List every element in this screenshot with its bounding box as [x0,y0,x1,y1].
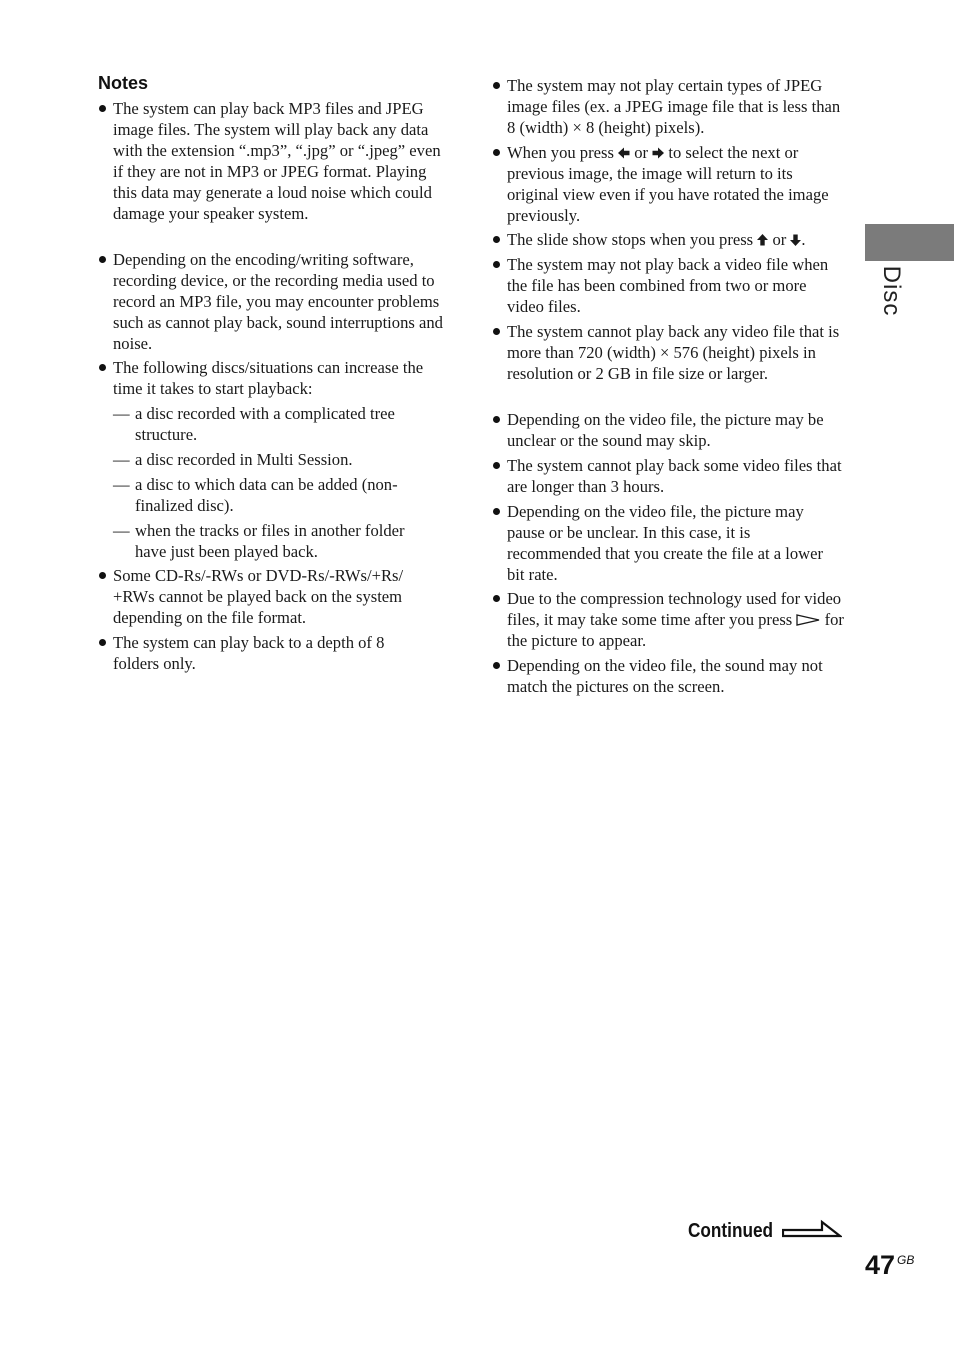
note-item: The system cannot play back some video files that are longer than 3 hours. [492,455,847,497]
sub-list-item: — a disc to which data can be added (non-finalized disc). [113,475,398,515]
left-arrow-icon [618,147,630,159]
note-item: The slide show stops when you press or . [492,229,852,250]
page-suffix: GB [897,1253,915,1267]
bullet-icon [493,595,500,602]
notes-heading: Notes [98,73,149,93]
bullet-icon [493,416,500,423]
note-item: Depending on the video file, the picture may pause or be unclear. In this case, it is recommended that you create the file at a lower bit rate. [492,501,829,585]
note-item: The system may not play certain types of JPEG image files (ex. a JPEG image file that is less than 8 (width) × 8 (height) pixels). [492,75,844,138]
play-icon [796,614,820,626]
note-item: The system may not play back a video file when the file has been combined from two or more video files. [492,254,844,317]
up-arrow-icon [757,234,768,246]
dash-marker: — [113,475,130,494]
chapter-label: Disc [878,265,905,317]
right-arrow-icon [652,147,664,159]
bullet-icon [493,82,500,89]
down-arrow-icon [790,234,801,246]
dash-marker: — [113,521,130,540]
dash-marker: — [113,450,130,469]
note-item: The system cannot play back any video file that is more than 720 (width) × 576 (height) pixels in resolution or 2 GB in file size or larger. [492,321,844,384]
note-item: Due to the compression technology used for video files, it may take some time after you press for the picture to appear. [492,588,844,651]
bullet-icon [493,149,500,156]
note-item: The system can play back MP3 files and JPEG image files. The system will play back any data with the extension “.mp3”, “.jpg” or “.jpeg” even if they are not in MP3 or JPEG format. Playing this data may generate a loud noise which could damage your speaker system. [98,98,448,224]
bullet-icon [99,364,106,371]
bullet-icon [493,462,500,469]
bullet-icon [493,508,500,515]
note-item: Some CD-Rs/-RWs or DVD-Rs/-RWs/+Rs/ +RWs cannot be played back on the system depending on the file format. [98,565,448,628]
sub-list-item: — when the tracks or files in another folder have just been played back. [113,521,405,561]
bullet-icon [99,256,106,263]
continued-arrow-icon [782,1219,842,1241]
sub-list-item: — a disc recorded with a complicated tree structure. [113,404,395,444]
dash-marker: — [113,404,130,423]
bullet-icon [493,261,500,268]
bullet-icon [99,572,106,579]
bullet-icon [493,662,500,669]
note-item: Depending on the video file, the picture may be unclear or the sound may skip. [492,409,844,451]
continued-label: Continued [688,1220,774,1242]
sub-list-item: — a disc recorded in Multi Session. [113,450,353,469]
note-item: Depending on the encoding/writing software, recording device, or the recording media used to record an MP3 file, you may encounter problems such as cannot play back, sound interruptions and noise. [98,249,448,354]
bullet-icon [99,105,106,112]
note-item: Depending on the video file, the sound may not match the pictures on the screen. [492,655,844,697]
note-item: The system can play back to a depth of 8 folders only. [98,632,413,674]
page-number: 47 [865,1250,896,1280]
bullet-icon [493,236,500,243]
bullet-icon [493,328,500,335]
note-item: When you press or to select the next or previous image, the image will return to its original view even if you have rotated the image previously. [492,142,844,226]
note-item: The following discs/situations can increase the time it takes to start playback: [98,357,448,399]
bullet-icon [99,639,106,646]
